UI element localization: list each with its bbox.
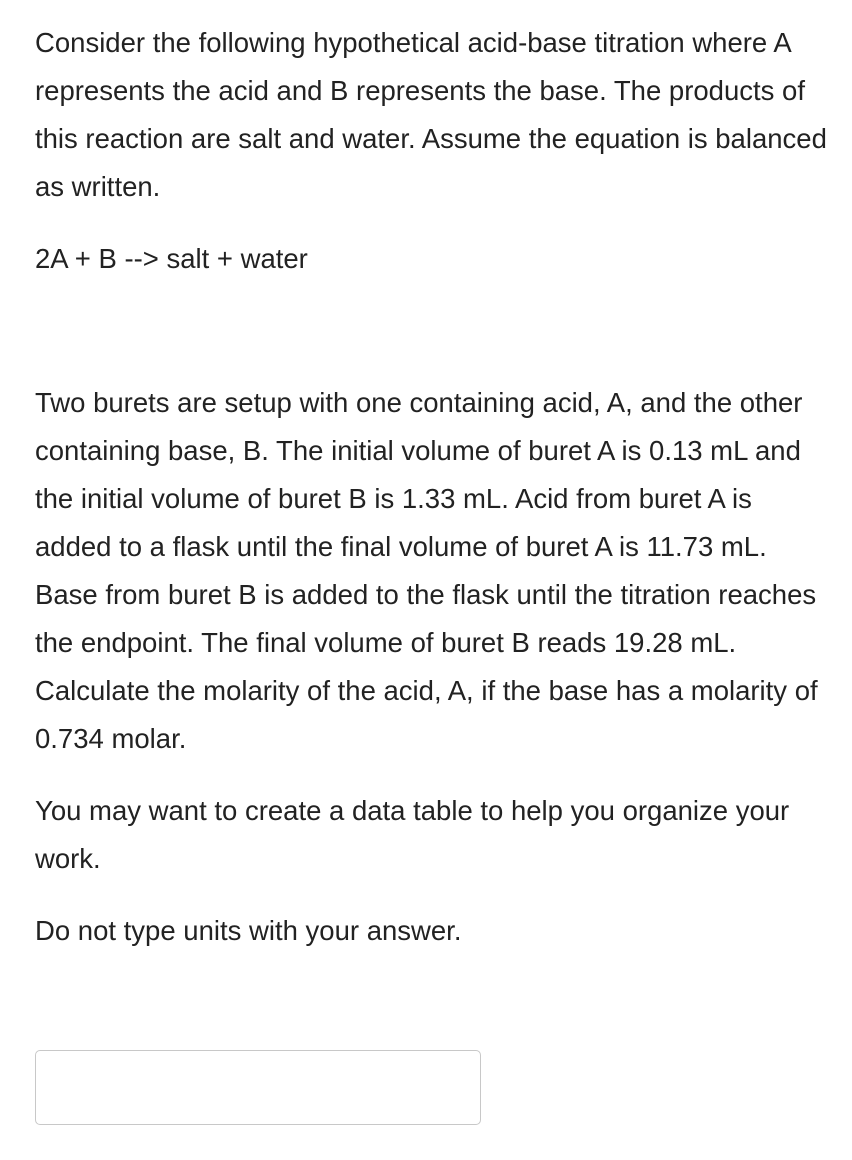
units-instruction: Do not type units with your answer.: [35, 915, 462, 946]
question-setup: Two burets are setup with one containing acid, A, and the other containing base, B. The initial volume of buret A is 0.13 mL and the initial volume of buret B is 1.33 mL. Acid from buret A is added to a flask until the final volume of buret A is 11.73 mL. Base from buret B is added to the flask until the titration reaches the endpoint. The final volume of buret B reads 19.28 mL. Calculate the molarity of the acid, A, if the base has a molarity of 0.734 molar.: [35, 387, 818, 754]
reaction-equation: 2A + B --> salt + water: [35, 243, 308, 274]
question-tip: You may want to create a data table to help you organize your work.: [35, 795, 790, 874]
question-intro: Consider the following hypothetical acid-base titration where A represents the acid and B represents the base. The products of this reaction are salt and water. Assume the equation is balanced as written.: [35, 27, 827, 202]
answer-input[interactable]: [35, 1050, 481, 1125]
question-text: [35, 19, 835, 955]
